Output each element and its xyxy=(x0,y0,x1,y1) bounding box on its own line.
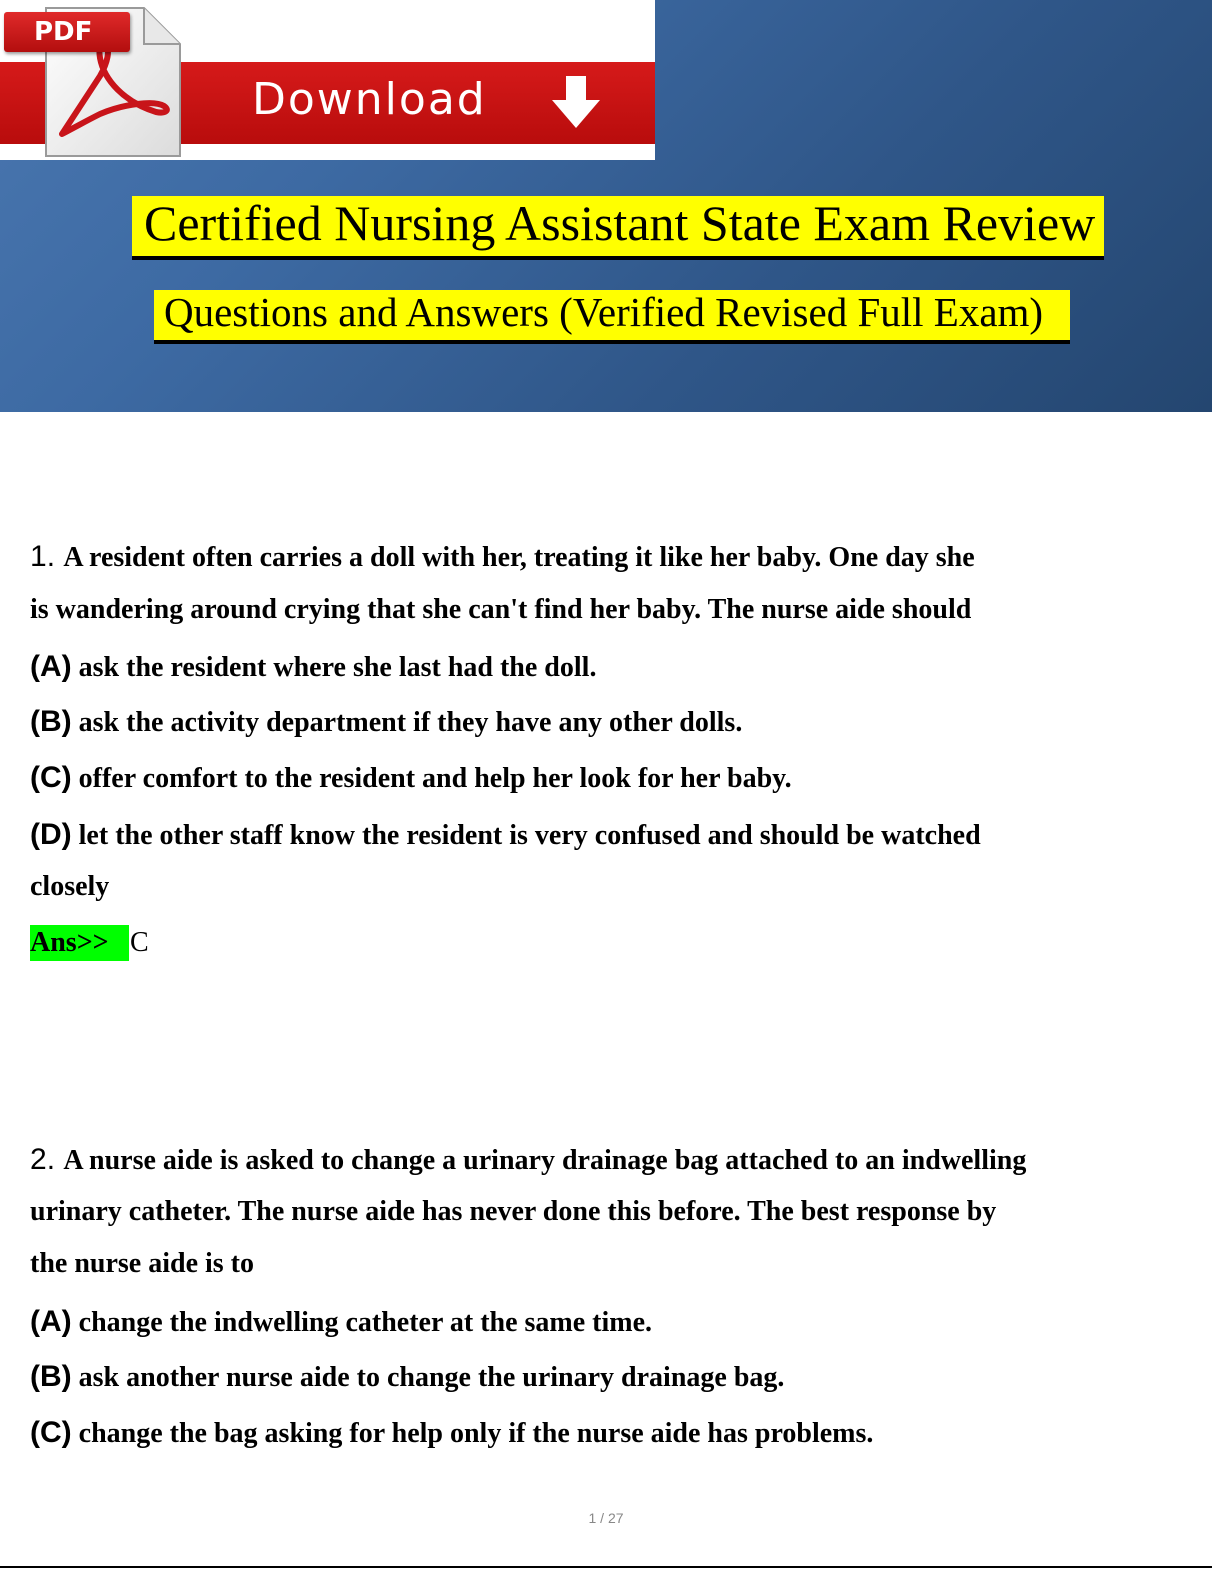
question-2-stem: A nurse aide is asked to change a urinary drainage bag attached to an indwelling xyxy=(63,1145,1027,1176)
download-label[interactable]: Download xyxy=(252,74,487,125)
question-2-line-2: urinary catheter. The nurse aide has never done this before. The best response by xyxy=(30,1196,997,1227)
question-1-line-1: 1. A resident often carries a doll with her, treating it like her baby. One day she xyxy=(30,540,975,573)
question-1-option-d-continued: closely xyxy=(30,871,110,902)
page-indicator: 1 / 27 xyxy=(588,1510,624,1526)
bottom-divider xyxy=(0,1566,1212,1568)
question-2-line-1: 2. A nurse aide is asked to change a urinary drainage bag attached to an indwelling xyxy=(30,1143,1027,1176)
answer-value: C xyxy=(130,927,149,958)
question-1-number: 1 xyxy=(30,540,47,573)
document-title: Certified Nursing Assistant State Exam Review xyxy=(132,196,1104,260)
question-1-line-2: is wandering around crying that she can't find her baby. The nurse aide should xyxy=(30,594,972,625)
answer-label: Ans>> xyxy=(30,927,109,958)
question-2-option-a[interactable]: (A) change the indwelling catheter at the same time. xyxy=(30,1305,653,1338)
question-2-line-3: the nurse aide is to xyxy=(30,1248,254,1279)
question-1-option-b[interactable]: (B) ask the activity department if they have any other dolls. xyxy=(30,705,743,738)
question-1-stem: A resident often carries a doll with her, treating it like her baby. One day she xyxy=(63,542,975,573)
question-1-option-c[interactable]: (C) offer comfort to the resident and help her look for her baby. xyxy=(30,761,792,794)
question-1-option-d[interactable]: (D) let the other staff know the resident is very confused and should be watched xyxy=(30,818,981,851)
question-1-option-a[interactable]: (A) ask the resident where she last had the doll. xyxy=(30,650,597,683)
question-2-number: 2 xyxy=(30,1143,47,1176)
download-arrow-icon[interactable] xyxy=(548,76,604,130)
question-2-option-c[interactable]: (C) change the bag asking for help only if the nurse aide has problems. xyxy=(30,1416,874,1449)
pdf-badge: PDF xyxy=(4,12,130,52)
question-2-option-b[interactable]: (B) ask another nurse aide to change the urinary drainage bag. xyxy=(30,1360,785,1393)
document-subtitle: Questions and Answers (Verified Revised Full Exam) xyxy=(154,290,1070,344)
